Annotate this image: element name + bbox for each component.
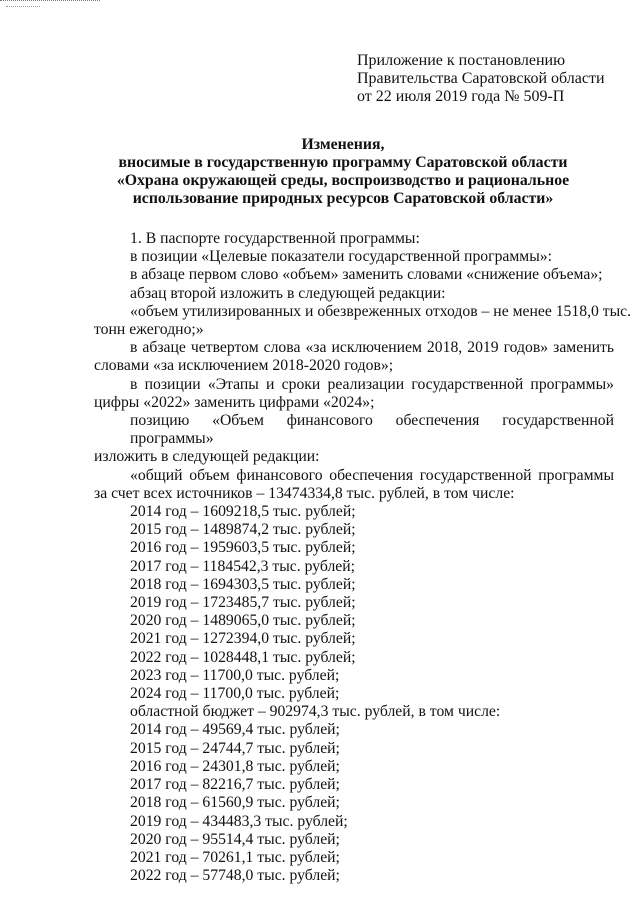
regional-year-item: 2019 год – 434483,3 тыс. рублей;	[130, 812, 348, 830]
funding-year-item: 2016 год – 1959603,5 тыс. рублей;	[130, 539, 356, 557]
paragraph: в абзаце первом слово «объем» заменить словами «снижение объема»;	[130, 266, 603, 284]
approval-line: Правительства Саратовской области	[357, 70, 605, 87]
title-line: вносимые в государственную программу Саратовской области	[118, 154, 568, 171]
regional-year-item: 2015 год – 24744,7 тыс. рублей;	[130, 739, 340, 757]
total-funding-list	[94, 503, 614, 721]
title-line: использование природных ресурсов Саратовской области»	[132, 190, 554, 207]
regional-year-item: 2014 год – 49569,4 тыс. рублей;	[130, 721, 340, 739]
funding-year-item: 2017 год – 1184542,3 тыс. рублей;	[130, 557, 356, 575]
funding-year-item: 2019 год – 1723485,7 тыс. рублей;	[130, 594, 356, 612]
title-line: «Охрана окружающей среды, воспроизводство и рациональное	[116, 172, 570, 189]
paragraph: абзац второй изложить в следующей редакции:	[130, 284, 446, 302]
approval-block	[357, 52, 627, 106]
scan-edge-mark	[0, 0, 100, 1]
regional-year-item: 2018 год – 61560,9 тыс. рублей;	[130, 794, 340, 812]
paragraph: в позиции «Целевые показатели государственной программы»:	[130, 248, 552, 266]
regional-year-item: 2022 год – 57748,0 тыс. рублей;	[130, 867, 340, 885]
regional-budget-line: областной бюджет – 902974,3 тыс. рублей, в том числе:	[130, 703, 501, 721]
funding-year-item: 2024 год – 11700,0 тыс. рублей;	[130, 685, 340, 703]
paragraph-continuation: цифры «2022» заменить цифрами «2024»;	[94, 393, 375, 411]
paragraph-continuation: изложить в следующей редакции:	[94, 448, 320, 466]
approval-line: от 22 июля 2019 года № 509-П	[357, 88, 565, 105]
paragraph: «объем утилизированных и обезвреженных отходов – не менее 1518,0 тыс.	[130, 302, 632, 320]
funding-year-item: 2023 год – 11700,0 тыс. рублей;	[130, 666, 340, 684]
paragraph-continuation: словами «за исключением 2018-2020 годов»;	[94, 357, 394, 375]
regional-year-item: 2021 год – 70261,1 тыс. рублей;	[130, 848, 340, 866]
regional-funding-list	[94, 721, 614, 885]
regional-year-item: 2016 год – 24301,8 тыс. рублей;	[130, 757, 340, 775]
paragraph: в абзаце четвертом слова «за исключением 2018, 2019 годов» заменить	[130, 339, 614, 357]
regional-year-item: 2017 год – 82216,7 тыс. рублей;	[130, 776, 340, 794]
regional-year-item: 2020 год – 95514,4 тыс. рублей;	[130, 830, 340, 848]
paragraph: в позиции «Этапы и сроки реализации государственной программы»	[130, 375, 614, 393]
document-title	[0, 136, 640, 208]
paragraph: 1. В паспорте государственной программы:	[130, 230, 420, 247]
funding-year-item: 2015 год – 1489874,2 тыс. рублей;	[130, 521, 356, 539]
paragraph-continuation: за счет всех источников – 13474334,8 тыс. рублей, в том числе:	[94, 484, 515, 502]
title-line: Изменения,	[301, 136, 385, 153]
scan-edge-mark-small	[6, 6, 40, 7]
document-body	[94, 230, 632, 885]
funding-year-item: 2018 год – 1694303,5 тыс. рублей;	[130, 575, 356, 593]
funding-year-item: 2022 год – 1028448,1 тыс. рублей;	[130, 648, 356, 666]
paragraph: позицию «Объем финансового обеспечения государственной программы»	[130, 412, 614, 448]
funding-year-item: 2021 год – 1272394,0 тыс. рублей;	[130, 630, 356, 648]
paragraph-continuation: тонн ежегодно;»	[94, 321, 204, 339]
approval-line: Приложение к постановлению	[357, 52, 566, 69]
funding-year-item: 2014 год – 1609218,5 тыс. рублей;	[130, 503, 356, 521]
funding-year-item: 2020 год – 1489065,0 тыс. рублей;	[130, 612, 356, 630]
paragraph: «общий объем финансового обеспечения государственной программы	[130, 466, 614, 484]
